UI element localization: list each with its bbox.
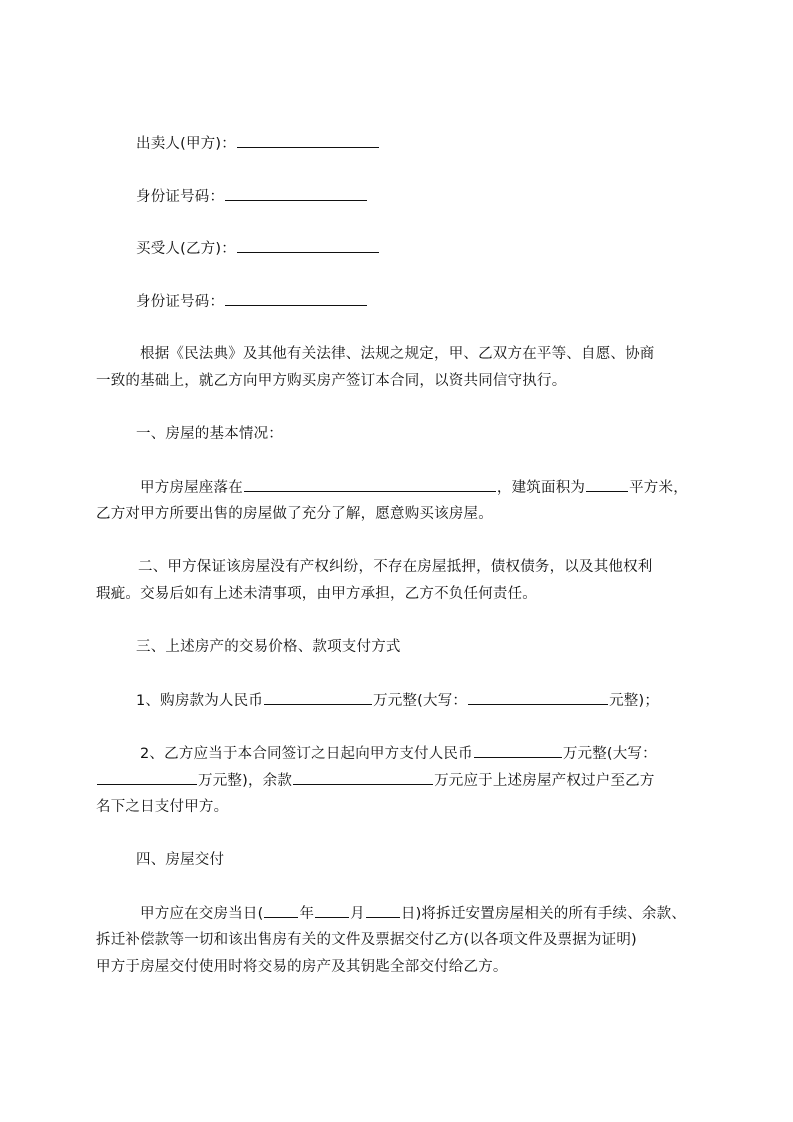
seller-label: 出卖人(甲方)： <box>136 136 236 152</box>
year-blank[interactable] <box>264 903 298 918</box>
price-suffix: 元整)； <box>609 693 660 709</box>
seller-id-blank[interactable] <box>225 186 367 201</box>
price-uppercase-blank[interactable] <box>468 690 608 705</box>
buyer-label: 买受人(乙方)： <box>136 241 236 257</box>
buyer-id-line <box>96 291 756 312</box>
intro-line-1: 根据《民法典》及其他有关法律、法规之规定，甲、乙双方在平等、自愿、协商 <box>140 346 655 362</box>
buyer-line <box>96 238 756 259</box>
price-uppercase-label: 万元整(大写： <box>373 693 468 709</box>
area-blank[interactable] <box>586 477 628 492</box>
section2-line-1: 二、甲方保证该房屋没有产权纠纷，不存在房屋抵押，债权债务，以及其他权利 <box>138 559 653 575</box>
section4-paragraph-line-1 <box>96 903 760 924</box>
deposit-uppercase-label: 万元整(大写： <box>562 746 657 762</box>
buyer-id-label: 身份证号码： <box>136 294 225 310</box>
balance-label: 万元整)，余款 <box>198 773 293 789</box>
seller-line <box>96 133 756 154</box>
handover-date-label: 甲方应在交房当日( <box>140 906 264 922</box>
intro-line-2: 一致的基础上，就乙方向甲方购买房产签订本合同，以资共同信守执行。 <box>96 373 567 389</box>
section4-heading: 四、房屋交付 <box>136 852 225 868</box>
section4-paragraph-line-3: 甲方于房屋交付使用时将交易的房产及其钥匙全部交付给乙方。 <box>96 959 508 975</box>
area-unit: 平方米， <box>629 480 688 496</box>
location-label: 甲方房屋座落在 <box>140 480 243 496</box>
deposit-label: 2、乙方应当于本合同签订之日起向甲方支付人民币 <box>140 746 473 762</box>
seller-id-line <box>96 186 756 207</box>
day-label-and-text: 日)将拆迁安置房屋相关的所有手续、余款、 <box>400 906 687 922</box>
section1-paragraph-line-2: 乙方对甲方所要出售的房屋做了充分了解，愿意购买该房屋。 <box>96 506 493 522</box>
balance-suffix: 万元应于上述房屋产权过户至乙方 <box>434 773 655 789</box>
balance-blank[interactable] <box>293 770 433 785</box>
section4-paragraph-line-2: 拆迁补偿款等一切和该出售房有关的文件及票据交付乙方(以各项文件及票据为证明) <box>96 932 637 948</box>
location-blank[interactable] <box>244 477 496 492</box>
section3-heading: 三、上述房产的交易价格、款项支付方式 <box>136 639 401 655</box>
seller-name-blank[interactable] <box>237 133 379 148</box>
price-label: 1、购房款为人民币 <box>136 693 264 709</box>
year-label: 年 <box>299 906 315 922</box>
section3-item-2-line-1 <box>96 743 760 764</box>
day-blank[interactable] <box>366 903 400 918</box>
deposit-blank[interactable] <box>474 743 562 758</box>
buyer-name-blank[interactable] <box>237 238 379 253</box>
section3-item-2-line-3: 名下之日支付甲方。 <box>96 799 229 815</box>
seller-id-label: 身份证号码： <box>136 189 225 205</box>
deposit-uppercase-blank[interactable] <box>97 770 197 785</box>
buyer-id-blank[interactable] <box>225 291 367 306</box>
section3-item-2-line-2 <box>96 770 716 791</box>
section1-paragraph-line-1 <box>96 477 760 498</box>
month-label: 月 <box>350 906 365 922</box>
section2-line-2: 瑕疵。交易后如有上述未清事项，由甲方承担，乙方不负任何责任。 <box>96 586 537 602</box>
price-blank[interactable] <box>264 690 372 705</box>
month-blank[interactable] <box>315 903 349 918</box>
section1-heading: 一、房屋的基本情况： <box>136 426 283 442</box>
section3-item-1 <box>96 690 756 711</box>
area-label: ，建筑面积为 <box>496 480 586 496</box>
